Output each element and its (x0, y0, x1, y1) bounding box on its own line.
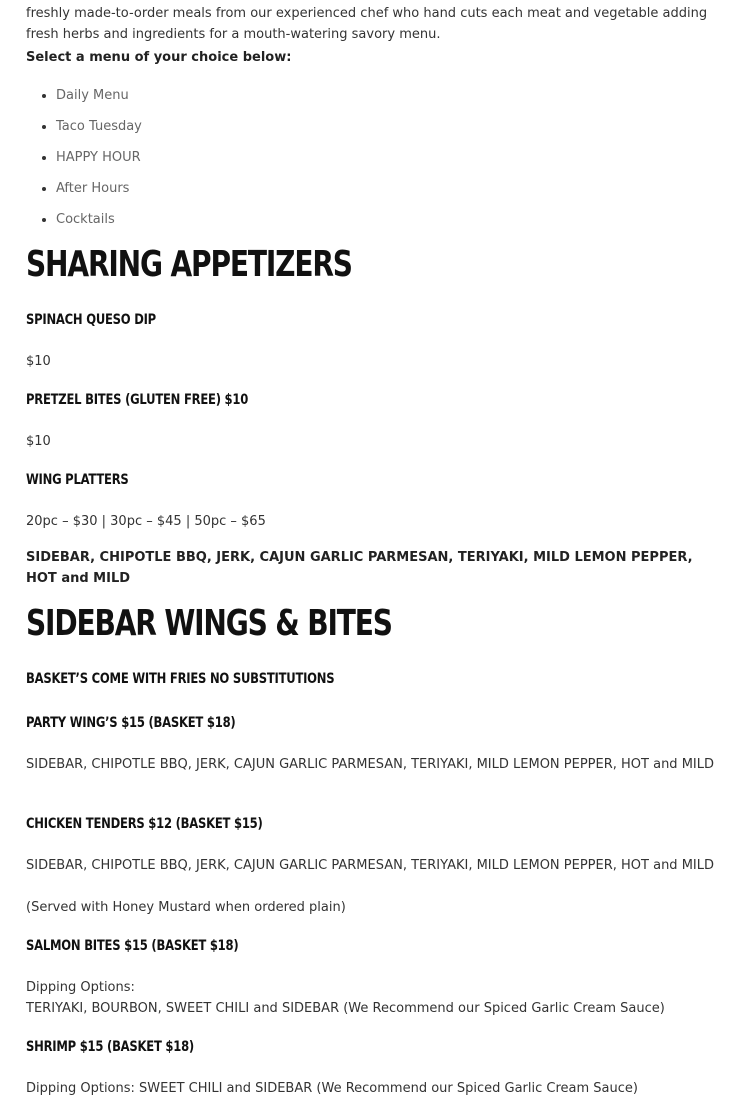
menu-link-taco-tuesday[interactable]: • Taco Tuesday (56, 117, 142, 148)
item-price-spinach-queso: $10 (26, 354, 51, 369)
item-name-pretzel-bites: PRETZEL BITES (GLUTEN FREE) $10 (26, 392, 249, 408)
intro-text: freshly made-to-order meals from our experienced chef who hand cuts each meat and vegetable adding fresh herbs and ingredients for a mouth-watering savory menu. (26, 6, 708, 42)
item-desc-chicken-tenders: SIDEBAR, CHIPOTLE BBQ, JERK, CAJUN GARLIC PARMESAN, TERIYAKI, MILD LEMON PEPPER, HOT and MILD (26, 858, 714, 873)
select-menu-label: Select a menu of your choice below: (26, 50, 292, 65)
section-title-sharing: SHARING APPETIZERS (26, 244, 352, 285)
menu-link-happy-hour[interactable]: • HAPPY HOUR (56, 148, 142, 179)
item-name-shrimp: SHRIMP $15 (BASKET $18) (26, 1039, 194, 1055)
menu-link-after-hours[interactable]: • After Hours (56, 179, 142, 210)
item-name-party-wings: PARTY WING’S $15 (BASKET $18) (26, 715, 236, 731)
item-name-chicken-tenders: CHICKEN TENDERS $12 (BASKET $15) (26, 816, 263, 832)
item-desc-salmon-bites: Dipping Options: (26, 980, 135, 995)
menu-link-daily[interactable]: • Daily Menu (56, 86, 142, 117)
menu-link-cocktails[interactable]: • Cocktails (56, 210, 142, 241)
item-name-spinach-queso: SPINACH QUESO DIP (26, 312, 156, 328)
item-name-wing-platters: WING PLATTERS (26, 472, 129, 488)
item-sauces-salmon-bites: TERIYAKI, BOURBON, SWEET CHILI and SIDEBAR (We Recommend our Spiced Garlic Cream Sauce) (26, 1001, 665, 1016)
item-desc-party-wings: SIDEBAR, CHIPOTLE BBQ, JERK, CAJUN GARLIC PARMESAN, TERIYAKI, MILD LEMON PEPPER, HOT and MILD (26, 757, 714, 772)
basket-note: BASKET’S COME WITH FRIES NO SUBSTITUTIONS (26, 671, 335, 687)
section-title-wings-bites: SIDEBAR WINGS & BITES (26, 603, 392, 644)
item-name-salmon-bites: SALMON BITES $15 (BASKET $18) (26, 938, 239, 954)
menu-links-list (26, 86, 142, 241)
item-desc-shrimp: Dipping Options: SWEET CHILI and SIDEBAR (We Recommend our Spiced Garlic Cream Sauce) (26, 1081, 638, 1096)
item-price-pretzel-bites: $10 (26, 434, 51, 449)
item-note-chicken-tenders: (Served with Honey Mustard when ordered plain) (26, 900, 346, 915)
item-price-wing-platters: 20pc – $30 | 30pc – $45 | 50pc – $65 (26, 514, 266, 529)
wing-flavors-list: SIDEBAR, CHIPOTLE BBQ, JERK, CAJUN GARLIC PARMESAN, TERIYAKI, MILD LEMON PEPPER, HOT and MILD (26, 550, 693, 586)
